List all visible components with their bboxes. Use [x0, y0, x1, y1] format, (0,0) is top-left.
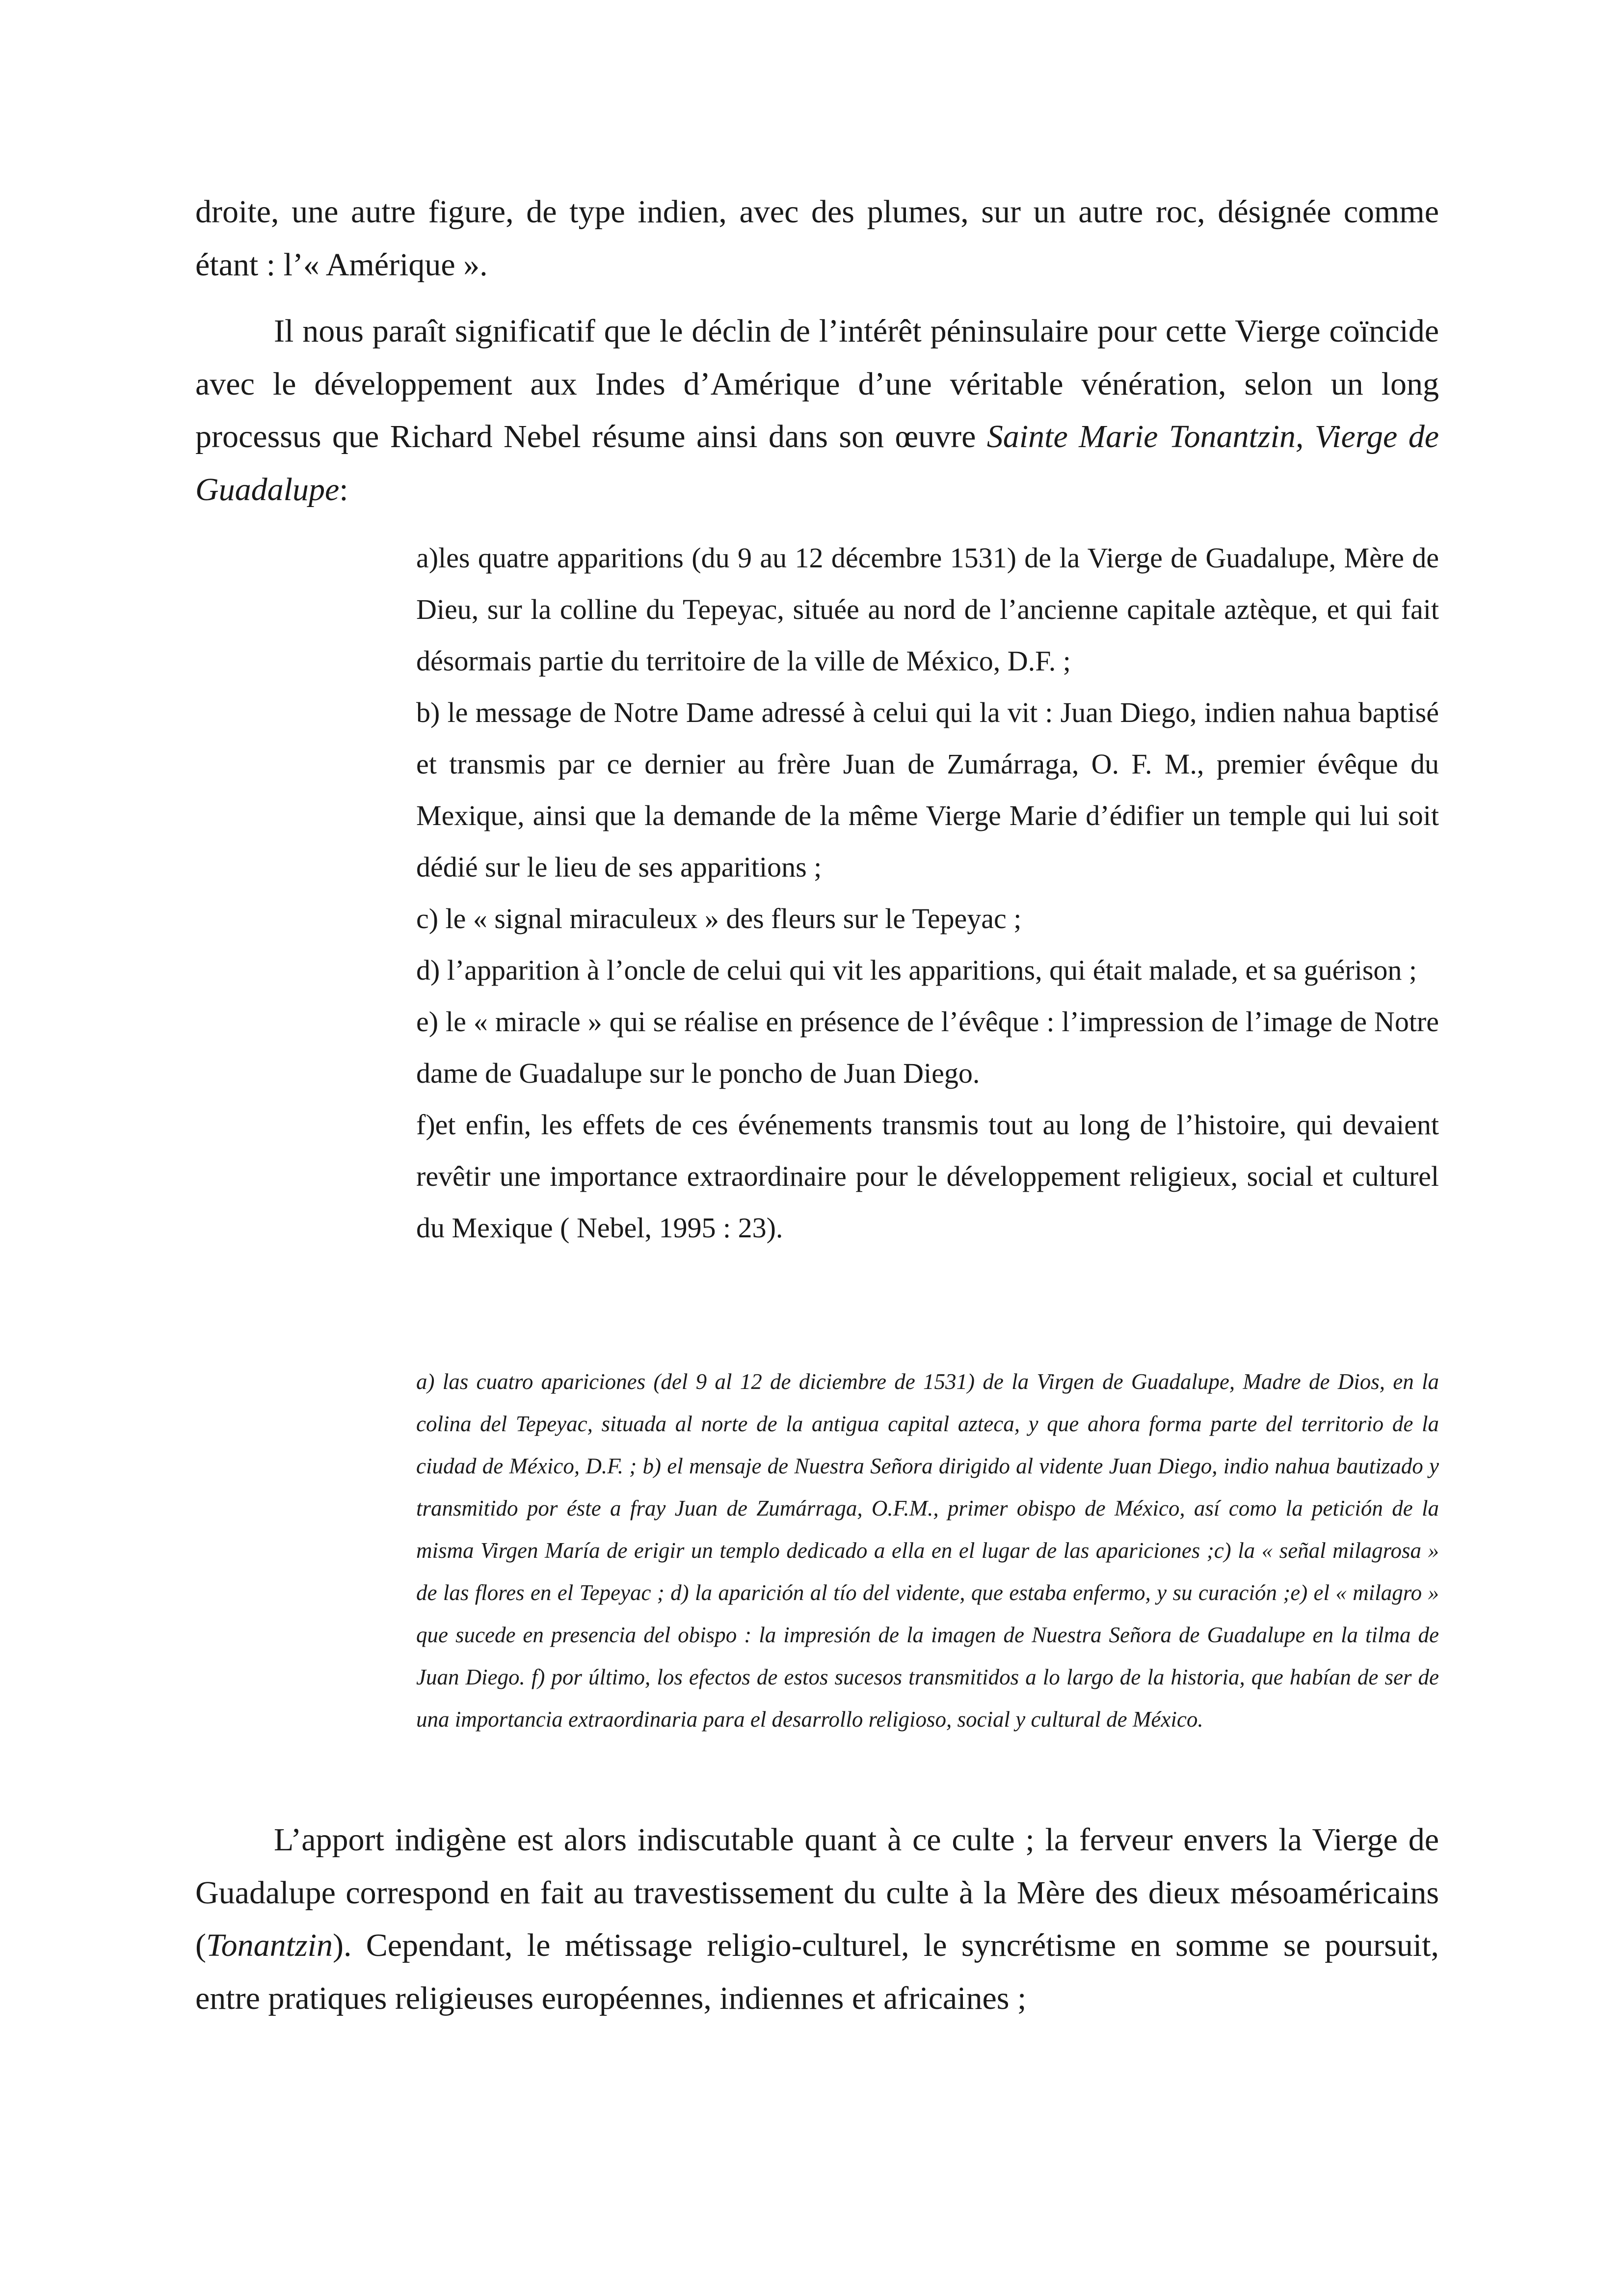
- book-title: Sainte Marie Tonantzin, Vierge de Guadalupe: [195, 419, 1439, 507]
- quote-item-d: d) l’apparition à l’oncle de celui qui vit les apparitions, qui était malade, et sa guérison ;: [416, 954, 1417, 986]
- closing-text-1: L’apport indigène est alors indiscutable quant à ce culte ; la ferveur envers la Vierge de Guadalupe correspond en fait au travestissement du culte à la Mère des dieux mésoaméricains (: [195, 1822, 1439, 1963]
- continuation-paragraph: droite, une autre figure, de type indien, avec des plumes, sur un autre roc, désignée comme étant : l’« Amérique ».: [195, 194, 1439, 283]
- intro-paragraph: [195, 305, 1439, 516]
- quote-item-a: a)les quatre apparitions (du 9 au 12 décembre 1531) de la Vierge de Guadalupe, Mère de Dieu, sur la colline du Tepeyac, située au nord de l’ancienne capitale aztèque, et qui fait désormais partie du territoire de la ville de México, D.F. ;: [416, 542, 1439, 677]
- closing-paragraph: [195, 1814, 1439, 2025]
- intro-end: :: [339, 471, 348, 507]
- quote-item-e: e) le « miracle » qui se réalise en présence de l’évêque : l’impression de l’image de Notre dame de Guadalupe sur le poncho de Juan Diego.: [416, 1006, 1439, 1089]
- spanish-original-quote: a) las cuatro apariciones (del 9 al 12 de diciembre de 1531) de la Virgen de Guadalupe, Madre de Dios, en la colina del Tepeyac, situada al norte de la antigua capital azteca, y que ahora forma parte del territorio de la ciudad de México, D.F. ; b) el mensaje de Nuestra Señora dirigido al vidente Juan Diego, indio nahua bautizado y transmitido por éste a fray Juan de Zumárraga, O.F.M., primer obispo de México, así como la petición de la misma Virgen María de erigir un templo dedicado a ella en el lugar de las apariciones ;c) la « señal milagrosa » de las flores en el Tepeyac ; d) la aparición al tío del vidente, que estaba enfermo, y su curación ;e) el « milagro » que sucede en presencia del obispo : la impresión de la imagen de Nuestra Señora de Guadalupe en la tilma de Juan Diego. f) por último, los efectos de estos sucesos transmitidos a lo largo de la historia, que habían de ser de una importancia extraordinaria para el desarrollo religioso, social y cultural de México.: [416, 1369, 1439, 1732]
- quote-item-c: c) le « signal miraculeux » des fleurs sur le Tepeyac ;: [416, 903, 1022, 934]
- quote-item-f: f)et enfin, les effets de ces événements transmis tout au long de l’histoire, qui devaient revêtir une importance extraordinaire pour le développement religieux, social et culturel du Mexique ( Nebel, 1995 : 23).: [416, 1109, 1439, 1244]
- quote-item-b: b) le message de Notre Dame adressé à celui qui la vit : Juan Diego, indien nahua baptisé et transmis par ce dernier au frère Juan de Zumárraga, O. F. M., premier évêque du Mexique, ainsi que la demande de la même Vierge Marie d’édifier un temple qui lui soit dédié sur le lieu de ses apparitions ;: [416, 696, 1439, 883]
- closing-term: Tonantzin: [206, 1927, 333, 1963]
- intro-text: Il nous paraît significatif que le déclin de l’intérêt péninsulaire pour cette Vierge coïncide avec le développement aux Indes d’Amérique d’une véritable vénération, selon un long processus que Richard Nebel résume ainsi dans son œuvre: [195, 313, 1439, 454]
- block-quote: [416, 532, 1439, 1254]
- closing-text-2: ). Cependant, le métissage religio-culturel, le syncrétisme en somme se poursuit, entre pratiques religieuses européennes, indiennes et africaines ;: [195, 1927, 1439, 2016]
